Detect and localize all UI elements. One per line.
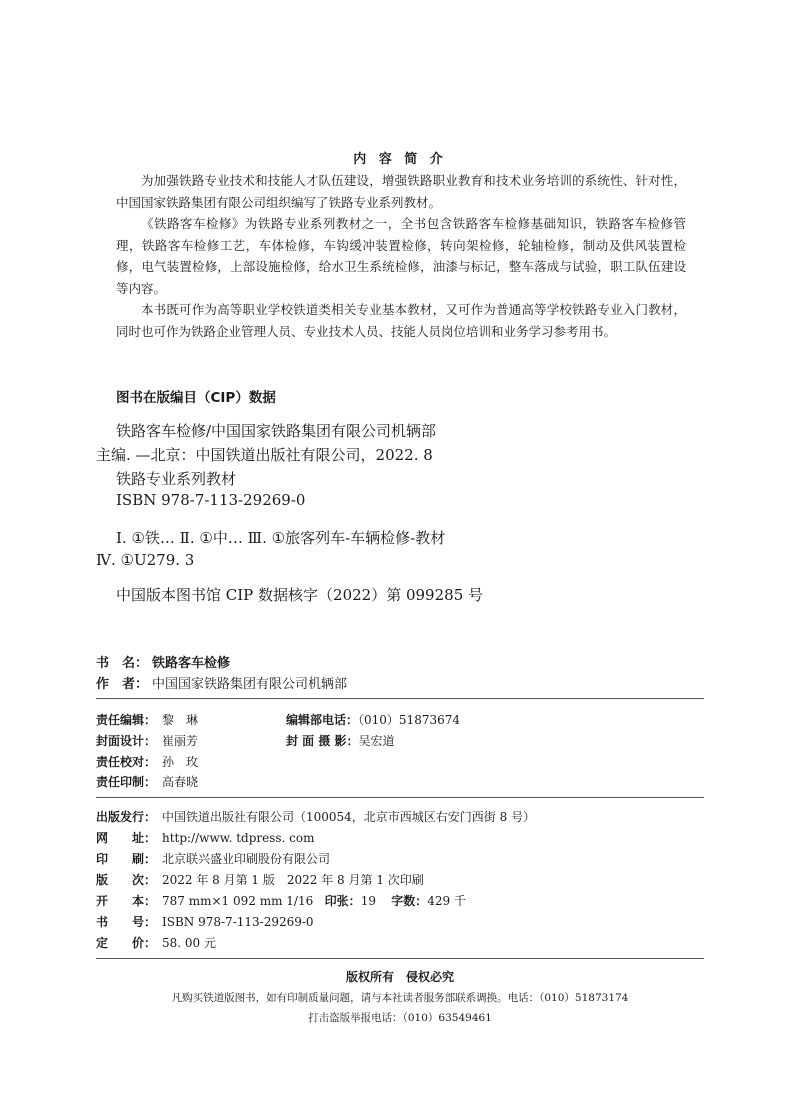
price-row [96,934,216,951]
proofread-label: 责任校对： [96,755,157,769]
intro-body [116,170,686,342]
book-author-row [96,673,347,692]
book-author-label: 作 者： [96,677,149,692]
cover-design-value: 崔丽芳 [162,734,199,748]
editorial-phone-label: 编辑部电话： [286,713,359,727]
word-count-label: 字数： [391,894,428,908]
divider [96,958,704,959]
website-row [96,829,315,846]
cip-isbn: ISBN 978-7-113-29269-0 [116,491,306,509]
edition-label: 版 次： [96,873,157,887]
editor-row [96,711,198,728]
editor-label: 责任编辑： [96,713,157,727]
divider [96,797,704,798]
cip-heading: 图书在版编目（CIP）数据 [116,390,276,406]
cover-photo-value: 吴宏道 [358,734,395,748]
website-label: 网 址： [96,831,157,845]
proofread-value: 孙 玫 [162,755,199,769]
book-author-value: 中国国家铁路集团有限公司机辆部 [152,677,348,692]
publisher-row [96,808,535,825]
intro-paragraph: 本书既可作为高等职业学校铁道类相关专业基本教材，又可作为普通高等学校铁路专业入门教材，同时也可作为铁路企业管理人员、专业技术人员、技能人员岗位培训和业务学习参考用书。 [116,302,686,339]
format-label: 开 本： [96,894,157,908]
isbn-row [96,913,314,930]
publisher-label: 出版发行： [96,810,157,824]
isbn-value: ISBN 978-7-113-29269-0 [162,915,314,929]
cip-classification: Ⅰ. ①铁… Ⅱ. ①中… Ⅲ. ①旅客列车-车辆检修-教材 [116,529,446,547]
piracy-hotline: 打击盗版举报电话：（010）63549461 [308,1012,492,1024]
sheets-label: 印张： [324,894,361,908]
proofread-row [96,753,198,770]
cip-line: 主编. —北京：中国铁道出版社有限公司，2022. 8 [96,446,433,464]
book-title-label: 书 名： [96,656,149,671]
book-title-row [96,652,230,671]
cip-line: 铁路专业系列教材 [116,470,237,488]
book-title-value: 铁路客车检修 [152,656,231,671]
print-supervisor-label: 责任印制： [96,775,157,789]
divider [96,698,704,699]
edition-row [96,871,424,888]
editorial-phone-row [286,711,460,728]
print-supervisor-value: 高春晓 [162,775,199,789]
price-value: 58. 00 元 [162,936,216,950]
isbn-label: 书 号： [96,915,157,929]
quality-notice: 凡购买铁道版图书，如有印制质量问题，请与本社读者服务部联系调换。电话：（010）51873174 [171,992,629,1004]
printer-row [96,850,330,867]
cover-photo-row [286,732,395,749]
intro-paragraph: 为加强铁路专业技术和技能人才队伍建设，增强铁路职业教育和技术业务培训的系统性、针对性，中国国家铁路集团有限公司组织编写了铁路专业系列教材。 [116,173,686,210]
cip-number: 中国版本图书馆 CIP 数据核字（2022）第 099285 号 [116,586,484,604]
edition-value: 2022 年 8 月第 1 版 2022 年 8 月第 1 次印刷 [162,873,424,887]
printer-label: 印 刷： [96,852,157,866]
sheets-value: 19 [360,894,376,908]
cover-design-row [96,732,198,749]
editorial-phone-value: （010）51873674 [358,713,460,727]
format-value: 787 mm×1 092 mm 1/16 [162,894,314,908]
format-row [96,892,466,909]
word-count-value: 429 千 [427,894,466,908]
website-value: http://www. tdpress. com [162,831,315,845]
intro-title: 内 容 简 介 [353,152,447,167]
printer-value: 北京联兴盛业印刷股份有限公司 [162,852,331,866]
cover-photo-label: 封 面 摄 影： [286,734,359,748]
cip-line: 铁路客车检修/中国国家铁路集团有限公司机辆部 [116,422,437,440]
intro-paragraph: 《铁路客车检修》为铁路专业系列教材之一，全书包含铁路客车检修基础知识，铁路客车检修管理，铁路客车检修工艺，车体检修，车钩缓冲装置检修，转向架检修，轮轴检修，制动及供风装置检修，电气装置检修，上部设施检修，给水卫生系统检修，油漆与标记，整车落成与试验，职工队伍建设等内容。 [116,216,686,296]
price-label: 定 价： [96,936,157,950]
cover-design-label: 封面设计： [96,734,157,748]
publisher-value: 中国铁道出版社有限公司（100054，北京市西城区右安门西街 8 号） [162,810,536,824]
cip-classification: Ⅳ. ①U279. 3 [96,551,195,569]
editor-value: 黎 琳 [162,713,199,727]
print-supervisor-row [96,773,198,790]
copyright-notice: 版权所有 侵权必究 [345,970,454,984]
